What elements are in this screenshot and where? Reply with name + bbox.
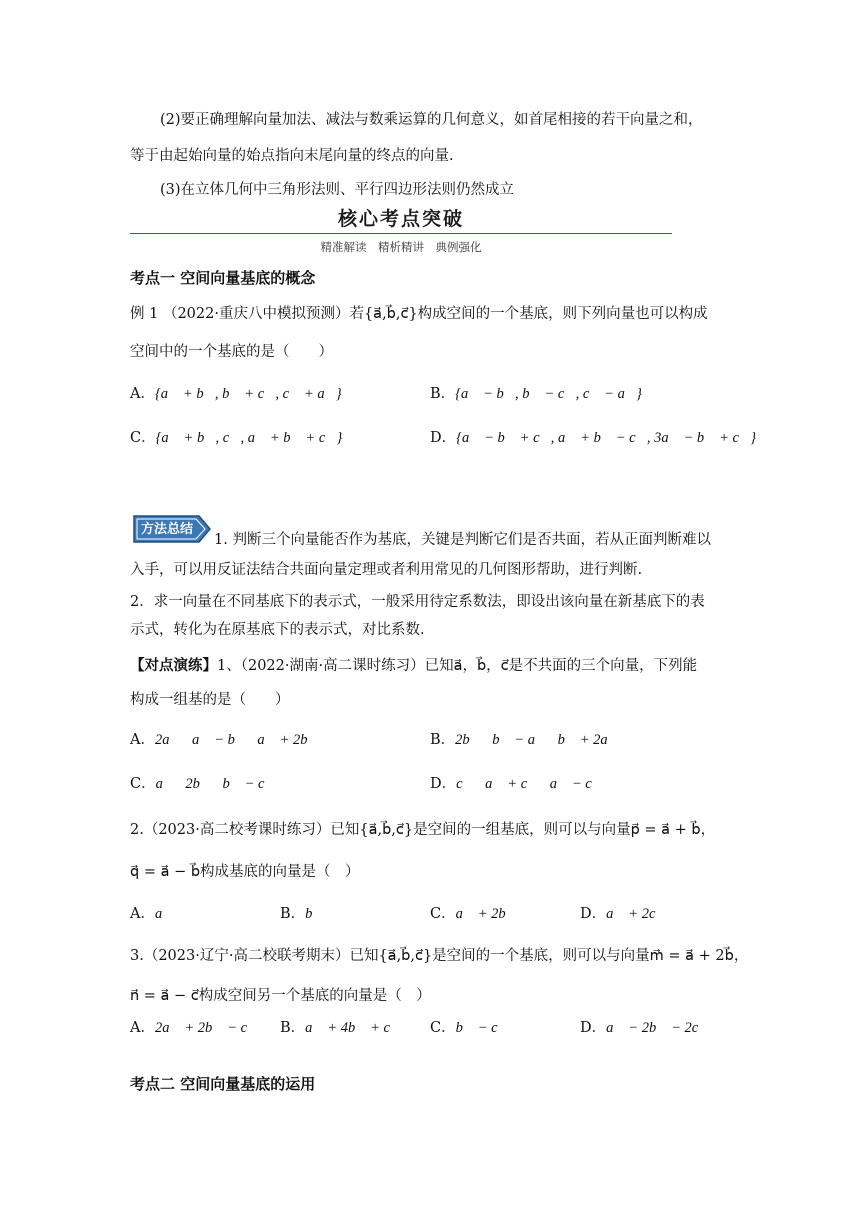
option-label: D． (430, 430, 457, 446)
q2-option-b[interactable] (280, 904, 324, 924)
q3-option-b[interactable] (280, 1018, 401, 1038)
q1-option-a[interactable] (130, 730, 319, 750)
option-label: C． (130, 430, 156, 446)
intro-paragraph-3: (3)在立体几何中三角形法则、平行四边形法则仍然成立 (160, 182, 515, 198)
option-expression: a⃗ + 2b⃗ (455, 906, 517, 922)
option-expression: 2a⃗，a⃗ − b⃗，a⃗ + 2b⃗ (154, 732, 319, 748)
practice-q1-line-1 (130, 656, 697, 676)
q1-option-d[interactable] (430, 774, 603, 794)
practice-q1-line-2: 构成一组基的是（ ） (130, 692, 290, 708)
method-summary-badge (133, 515, 211, 543)
option-expression: {a⃗ − b⃗, b⃗ − c⃗, c⃗ − a⃗} (455, 386, 642, 402)
option-label: C． (430, 906, 456, 922)
q1-option-c[interactable] (130, 774, 276, 794)
option-expression: b⃗ (305, 906, 324, 922)
banner-divider (130, 233, 672, 234)
option-expression: a⃗ + 4b⃗ + c⃗ (305, 1020, 402, 1036)
option-label: B． (280, 1020, 306, 1036)
option-label: B． (280, 906, 306, 922)
q2-option-a[interactable] (130, 904, 174, 924)
q3-option-c[interactable] (430, 1018, 509, 1038)
option-label: A． (130, 732, 155, 748)
option-label: A． (130, 1020, 155, 1036)
option-expression: a⃗ + 2c⃗ (606, 906, 667, 922)
option-expression: 2a⃗ + 2b⃗ − c⃗ (154, 1020, 259, 1036)
option-label: C． (130, 776, 156, 792)
option-expression: 2b⃗，b⃗ − a⃗，b⃗ + 2a⃗ (455, 732, 619, 748)
intro-paragraph-2-line-1: (2)要正确理解向量加法、减法与数乘运算的几何意义，如首尾相接的若干向量之和， (160, 112, 703, 128)
option-expression: {a⃗ + b⃗, c⃗, a⃗ + b⃗ + c⃗} (155, 430, 343, 446)
option-label: B． (430, 386, 456, 402)
q2-option-c[interactable] (430, 904, 517, 924)
option-expression: a⃗ (154, 906, 174, 922)
practice-q2-line-2: q⃗ = a⃗ − b⃗构成基底的向量是（ ） (130, 864, 360, 880)
q2-option-d[interactable] (580, 904, 667, 924)
q1-option-b[interactable] (430, 730, 619, 750)
practice-q1-text: 1、（2022·湖南·高二课时练习）已知a⃗，b⃗，c⃗是不共面的三个向量，下列能 (217, 658, 698, 674)
example-1-line-2: 空间中的一个基底的是（ ） (130, 344, 333, 360)
option-label: D． (580, 906, 607, 922)
q3-option-d[interactable] (580, 1018, 709, 1038)
banner-title: 核心考点突破 (337, 208, 464, 230)
option-label: D． (580, 1020, 607, 1036)
section-2-heading: 考点二 空间向量基底的运用 (130, 1075, 316, 1093)
practice-q3-line-1: 3.（2023·辽宁·高二校联考期末）已知{a⃗,b⃗,c⃗}是空间的一个基底，则可以与向量m⃗ = a⃗ + 2b⃗， (130, 948, 749, 964)
intro-paragraph-2-line-2: 等于由起始向量的始点指向末尾向量的终点的向量. (130, 148, 454, 164)
method-line-2: 入手，可以用反证法结合共面向量定理或者利用常见的几何图形帮助，进行判断. (130, 562, 643, 578)
option-expression: a⃗ − 2b⃗ − 2c⃗ (606, 1020, 710, 1036)
example-1-option-a[interactable] (130, 384, 342, 404)
q3-option-a[interactable] (130, 1018, 258, 1038)
badge-label: 方法总结 (141, 522, 194, 537)
method-line-3: 2．求一向量在不同基底下的表示式，一般采用待定系数法，即设出该向量在新基底下的表 (130, 594, 705, 610)
practice-tag: 【对点演练】 (130, 657, 217, 674)
example-1-line-1: 例 1 （2022·重庆八中模拟预测）若{a⃗,b⃗,c⃗}构成空间的一个基底，则下列向量也可以构成 (130, 306, 708, 322)
option-expression: {a⃗ + b⃗, b⃗ + c⃗, c⃗ + a⃗} (154, 386, 342, 402)
option-expression: {a⃗ − b⃗ + c⃗, a⃗ + b⃗ − c⃗, 3a⃗ − b⃗ + c⃗} (456, 430, 757, 446)
example-1-option-c[interactable] (130, 428, 342, 448)
option-expression: a⃗，2b⃗，b⃗ − c⃗ (155, 776, 276, 792)
example-1-option-b[interactable] (430, 384, 642, 404)
practice-q3-line-2: n⃗ = a⃗ − c⃗构成空间另一个基底的向量是（ ） (130, 988, 431, 1004)
practice-q2-line-1: 2.（2023·高二校考课时练习）已知{a⃗,b⃗,c⃗}是空间的一组基底，则可以与向量p⃗ = a⃗ + b⃗， (130, 822, 716, 838)
option-expression: c⃗，a⃗ + c⃗，a⃗ − c⃗ (456, 776, 603, 792)
option-label: C． (430, 1020, 456, 1036)
method-line-4: 示式，转化为在原基底下的表示式，对比系数. (130, 622, 425, 638)
method-line-1: 1. 判断三个向量能否作为基底，关键是判断它们是否共面，若从正面判断难以 (214, 532, 711, 548)
option-label: B． (430, 732, 456, 748)
option-label: D． (430, 776, 457, 792)
option-expression: b⃗ − c⃗ (455, 1020, 509, 1036)
example-1-option-d[interactable] (430, 428, 756, 448)
option-label: A． (130, 906, 155, 922)
option-label: A． (130, 386, 155, 402)
section-1-heading: 考点一 空间向量基底的概念 (130, 269, 316, 287)
banner-subtitle: 精准解读 精析精讲 典例强化 (320, 240, 482, 254)
